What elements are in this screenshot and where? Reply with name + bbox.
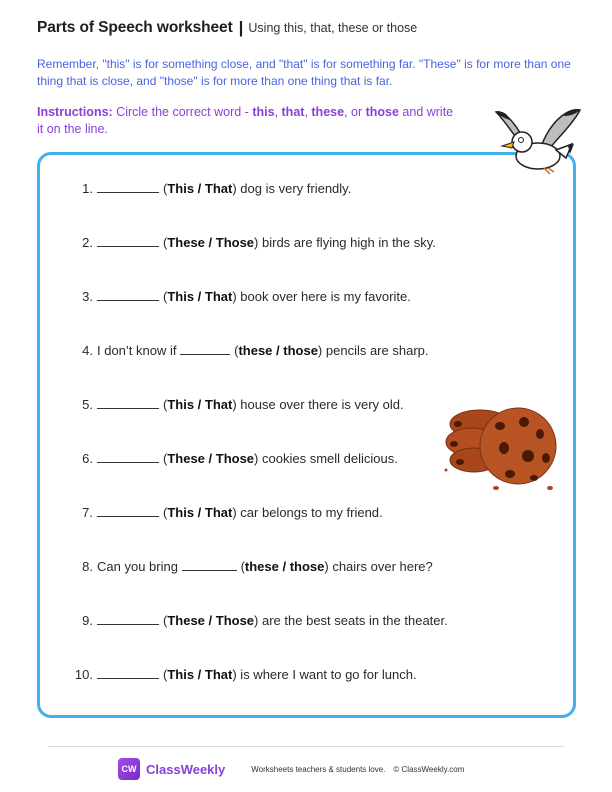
question-6: 6. (These / Those) cookies smell delicious. (82, 451, 398, 466)
choice-options[interactable]: These / Those (167, 451, 255, 466)
choice-options[interactable]: These / Those (167, 613, 255, 628)
choice-options[interactable]: This / That (167, 181, 233, 196)
classweekly-logo-icon: CW (118, 758, 140, 780)
title-separator: | (238, 18, 244, 37)
answer-blank[interactable] (97, 235, 159, 247)
choice-options[interactable]: This / That (167, 505, 233, 520)
answer-blank[interactable] (97, 397, 159, 409)
answer-blank[interactable] (97, 667, 159, 679)
answer-blank[interactable] (97, 181, 159, 193)
footer-divider (48, 746, 564, 747)
question-5: 5. (This / That) house over there is very old. (82, 397, 404, 412)
instructions: Instructions: Circle the correct word - this, that, these, or those and write it on the line. (37, 105, 454, 136)
worksheet-title: Parts of Speech worksheet (37, 19, 233, 36)
instructions-label: Instructions: (37, 105, 113, 119)
choice-options[interactable]: These / Those (167, 235, 255, 250)
answer-blank[interactable] (180, 343, 230, 355)
question-3: 3. (This / That) book over here is my favorite. (82, 289, 411, 304)
question-4: 4. I don’t know if (these / those) pencils are sharp. (82, 343, 429, 358)
brand-name: ClassWeekly (146, 761, 226, 777)
worksheet-subtitle: Using this, that, these or those (248, 21, 418, 35)
question-2: 2. (These / Those) birds are flying high in the sky. (82, 235, 436, 250)
choice-options[interactable]: these / those (238, 343, 318, 358)
question-9: 9. (These / Those) are the best seats in the theater. (82, 613, 448, 628)
cookies-icon (440, 392, 560, 492)
word-those: those (365, 105, 399, 119)
word-that: that (281, 105, 305, 119)
question-1: 1. (This / That) dog is very friendly. (82, 181, 352, 196)
remember-note: Remember, "this" is for something close, and "that" is for something far. "These" is for more than one thing that is close, and "those" is for more than one thing that is far. (37, 57, 571, 88)
question-10: 10. (This / That) is where I want to go for lunch. (74, 667, 417, 682)
instructions-text: Circle the correct word - (112, 105, 253, 119)
question-8: 8. Can you bring (these / those) chairs over here? (82, 559, 433, 574)
choice-options[interactable]: This / That (167, 289, 233, 304)
footer-copyright: © ClassWeekly.com (393, 764, 465, 774)
worksheet-header (37, 17, 417, 37)
choice-options[interactable]: This / That (167, 397, 233, 412)
answer-blank[interactable] (97, 505, 159, 517)
answer-blank[interactable] (182, 559, 237, 571)
answer-blank[interactable] (97, 613, 159, 625)
choice-options[interactable]: these / those (244, 559, 325, 574)
choice-options[interactable]: This / That (167, 667, 233, 682)
word-this: this (252, 105, 275, 119)
answer-blank[interactable] (97, 451, 159, 463)
footer-tagline: Worksheets teachers & students love. (251, 764, 386, 774)
word-these: these (311, 105, 345, 119)
question-7: 7. (This / That) car belongs to my friend. (82, 505, 383, 520)
footer (118, 758, 464, 780)
answer-blank[interactable] (97, 289, 159, 301)
instructions-text-end: and write it on the line. (37, 105, 454, 136)
seagull-icon (494, 100, 582, 180)
